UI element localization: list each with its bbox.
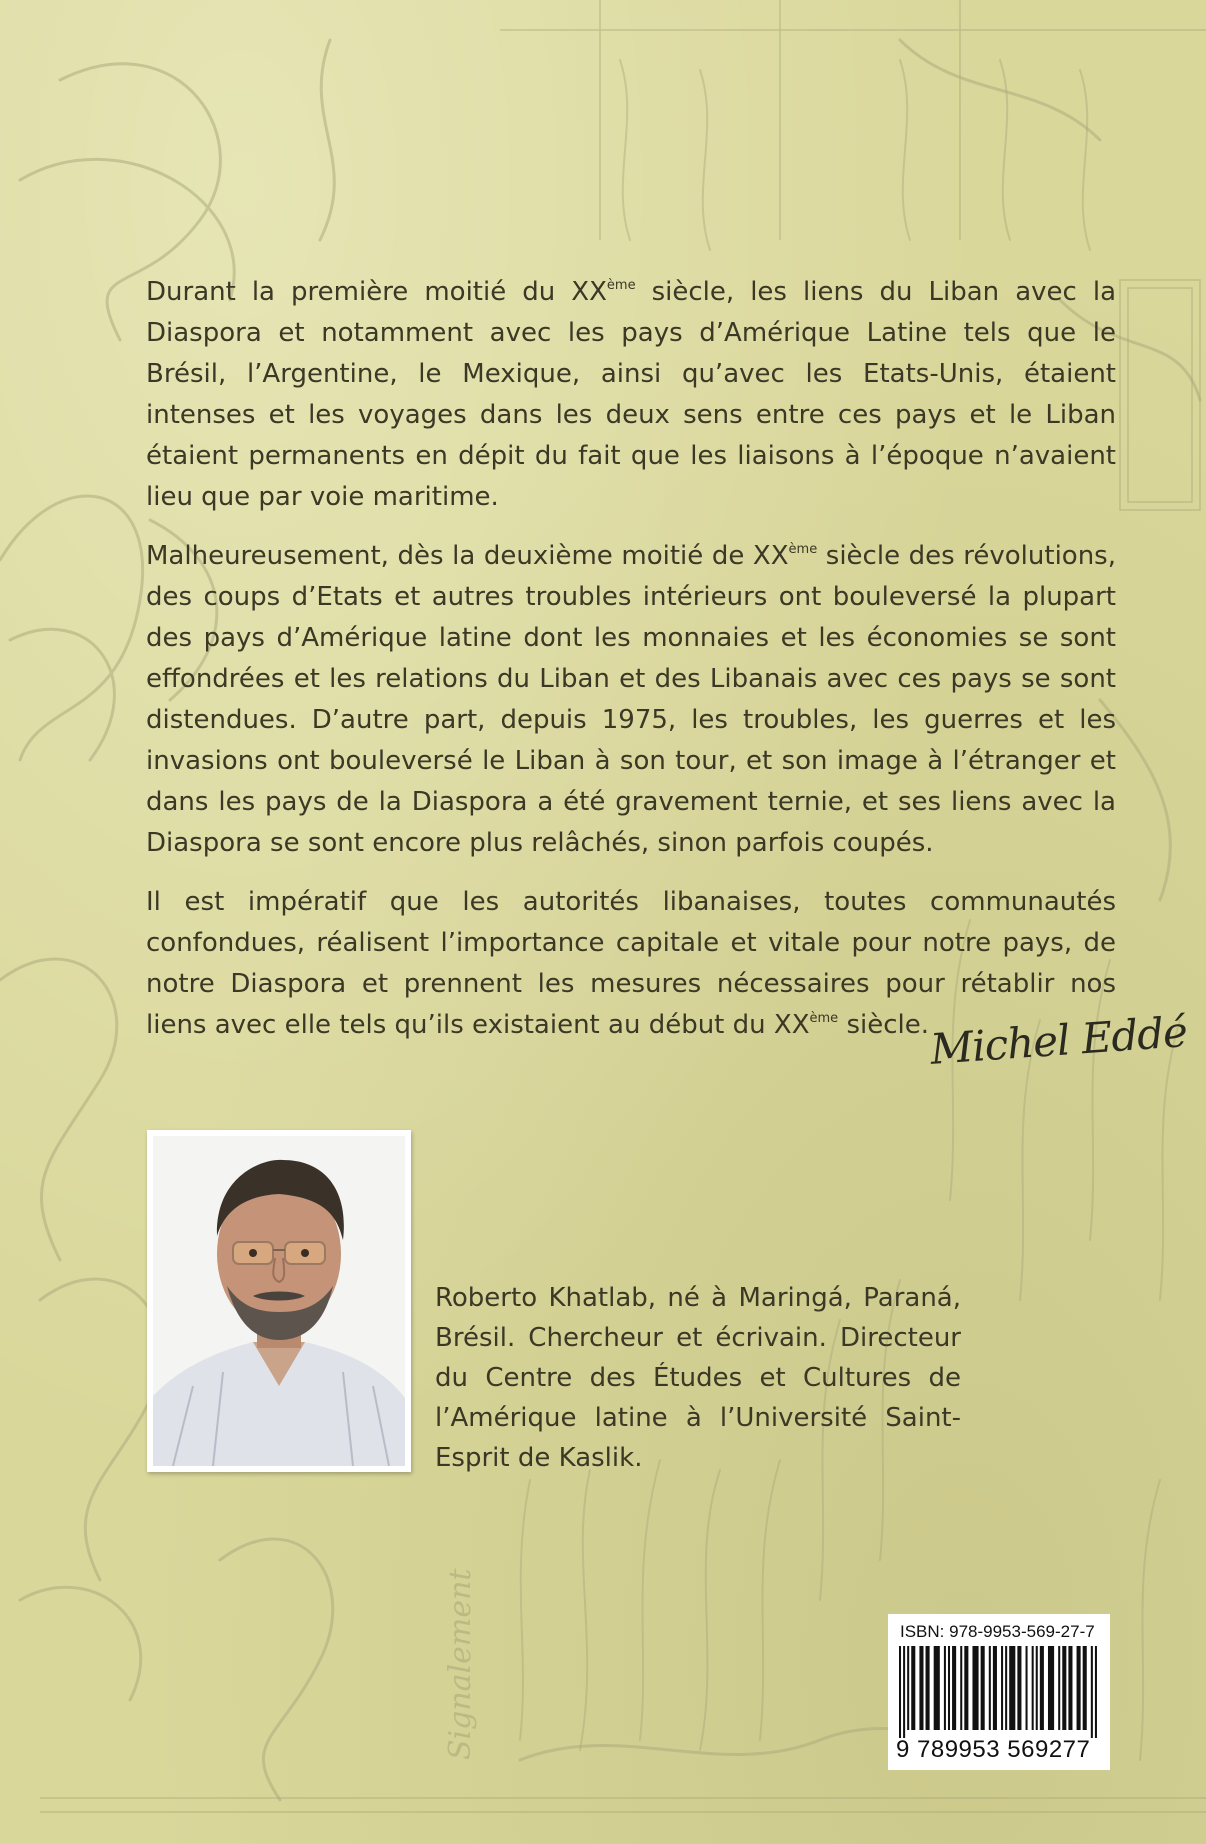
barcode-bar — [1091, 1646, 1093, 1738]
barcode-bar — [926, 1646, 930, 1730]
back-cover-blurb — [146, 272, 1116, 1064]
background-signalement-word: Signalement — [443, 1568, 478, 1760]
barcode-bar — [1005, 1646, 1007, 1730]
blurb-paragraph-2 — [146, 536, 1116, 864]
barcode-bar — [960, 1646, 962, 1730]
handwritten-signature: Michel Eddé — [928, 1007, 1189, 1074]
author-portrait-image — [153, 1136, 405, 1466]
barcode-bar — [1017, 1646, 1021, 1730]
blurb-p1-start: Durant la première moitié du XX — [146, 277, 607, 307]
barcode-bar — [1036, 1646, 1038, 1730]
blurb-p2-superscript: ème — [788, 542, 818, 557]
barcode-bar — [972, 1646, 978, 1730]
barcode-bar — [1026, 1646, 1028, 1730]
barcode-bar — [948, 1646, 950, 1730]
barcode-bar — [1032, 1646, 1034, 1730]
isbn-barcode-block — [888, 1614, 1110, 1770]
barcode-bar — [981, 1646, 985, 1730]
barcode-bar — [1062, 1646, 1066, 1730]
barcode-bar — [993, 1646, 997, 1730]
barcode-bar — [1068, 1646, 1072, 1730]
barcode-bar — [1009, 1646, 1015, 1730]
barcode-bar — [1001, 1646, 1003, 1730]
author-photo — [147, 1130, 411, 1472]
barcode-bar — [1095, 1646, 1097, 1738]
barcode-bar — [989, 1646, 991, 1730]
blurb-p2-start: Malheureusement, dès la deuxième moitié de XX — [146, 541, 789, 571]
barcode-bar — [1058, 1646, 1060, 1730]
barcode-bar — [903, 1646, 905, 1738]
barcode-bar — [911, 1646, 915, 1730]
barcode-bar — [1040, 1646, 1044, 1730]
barcode-bar — [964, 1646, 968, 1730]
blurb-p3-start: Il est impératif que les autorités libanaises, toutes communautés confondues, réalisent l’importance capitale et vitale pour notre pays, de notre Diaspora et prennent les mesures nécessaires pour rétablir nos liens avec elle tels qu’ils existaient au début du XX — [146, 887, 1116, 1040]
barcode-bars — [898, 1646, 1100, 1738]
author-biography: Roberto Khatlab, né à Maringá, Paraná, Brésil. Chercheur et écrivain. Directeur du Centre des Études et Cultures de l’Amérique latine à l’Université Saint-Esprit de Kaslik. — [435, 1283, 961, 1473]
barcode-bar — [1048, 1646, 1054, 1730]
barcode-bar — [952, 1646, 956, 1730]
isbn-label: ISBN: 978-9953-569-27-7 — [900, 1622, 1095, 1641]
barcode-bar — [1083, 1646, 1087, 1730]
barcode-bar — [919, 1646, 923, 1730]
blurb-p1-superscript: ème — [606, 278, 636, 293]
blurb-p1-end: siècle, les liens du Liban avec la Diaspora et notamment avec les pays d’Amérique Latine tels que le Brésil, l’Argentine, le Mexique, ainsi qu’avec les Etats-Unis, étaient intenses et les voyages dans les deux sens entre ces pays et le Liban étaient permanents en dépit du fait que les liaisons à l’époque n’avaient lieu que par voie maritime. — [146, 277, 1116, 512]
blurb-p3-superscript: ème — [809, 1011, 839, 1026]
barcode-bar — [934, 1646, 940, 1730]
barcode-bar — [944, 1646, 946, 1730]
barcode-bar — [1077, 1646, 1081, 1730]
blurb-paragraph-1 — [146, 272, 1116, 518]
blurb-p3-end: siècle. — [838, 1010, 929, 1040]
blurb-p2-end: siècle des révolutions, des coups d’Etats et autres troubles intérieurs ont bouleversé la plupart des pays d’Amérique latine dont les monnaies et les économies se sont effondrées et les relations du Liban et des Libanais avec ces pays se sont distendues. D’autre part, depuis 1975, les troubles, les guerres et les invasions ont bouleversé le Liban à son tour, et son image à l’étranger et dans les pays de la Diaspora a été gravement ternie, et ses liens avec la Diaspora se sont encore plus relâchés, sinon parfois coupés. — [146, 541, 1116, 858]
barcode-digits: 9 789953 569277 — [896, 1736, 1091, 1763]
barcode-bar — [899, 1646, 901, 1738]
barcode-bar — [907, 1646, 909, 1730]
